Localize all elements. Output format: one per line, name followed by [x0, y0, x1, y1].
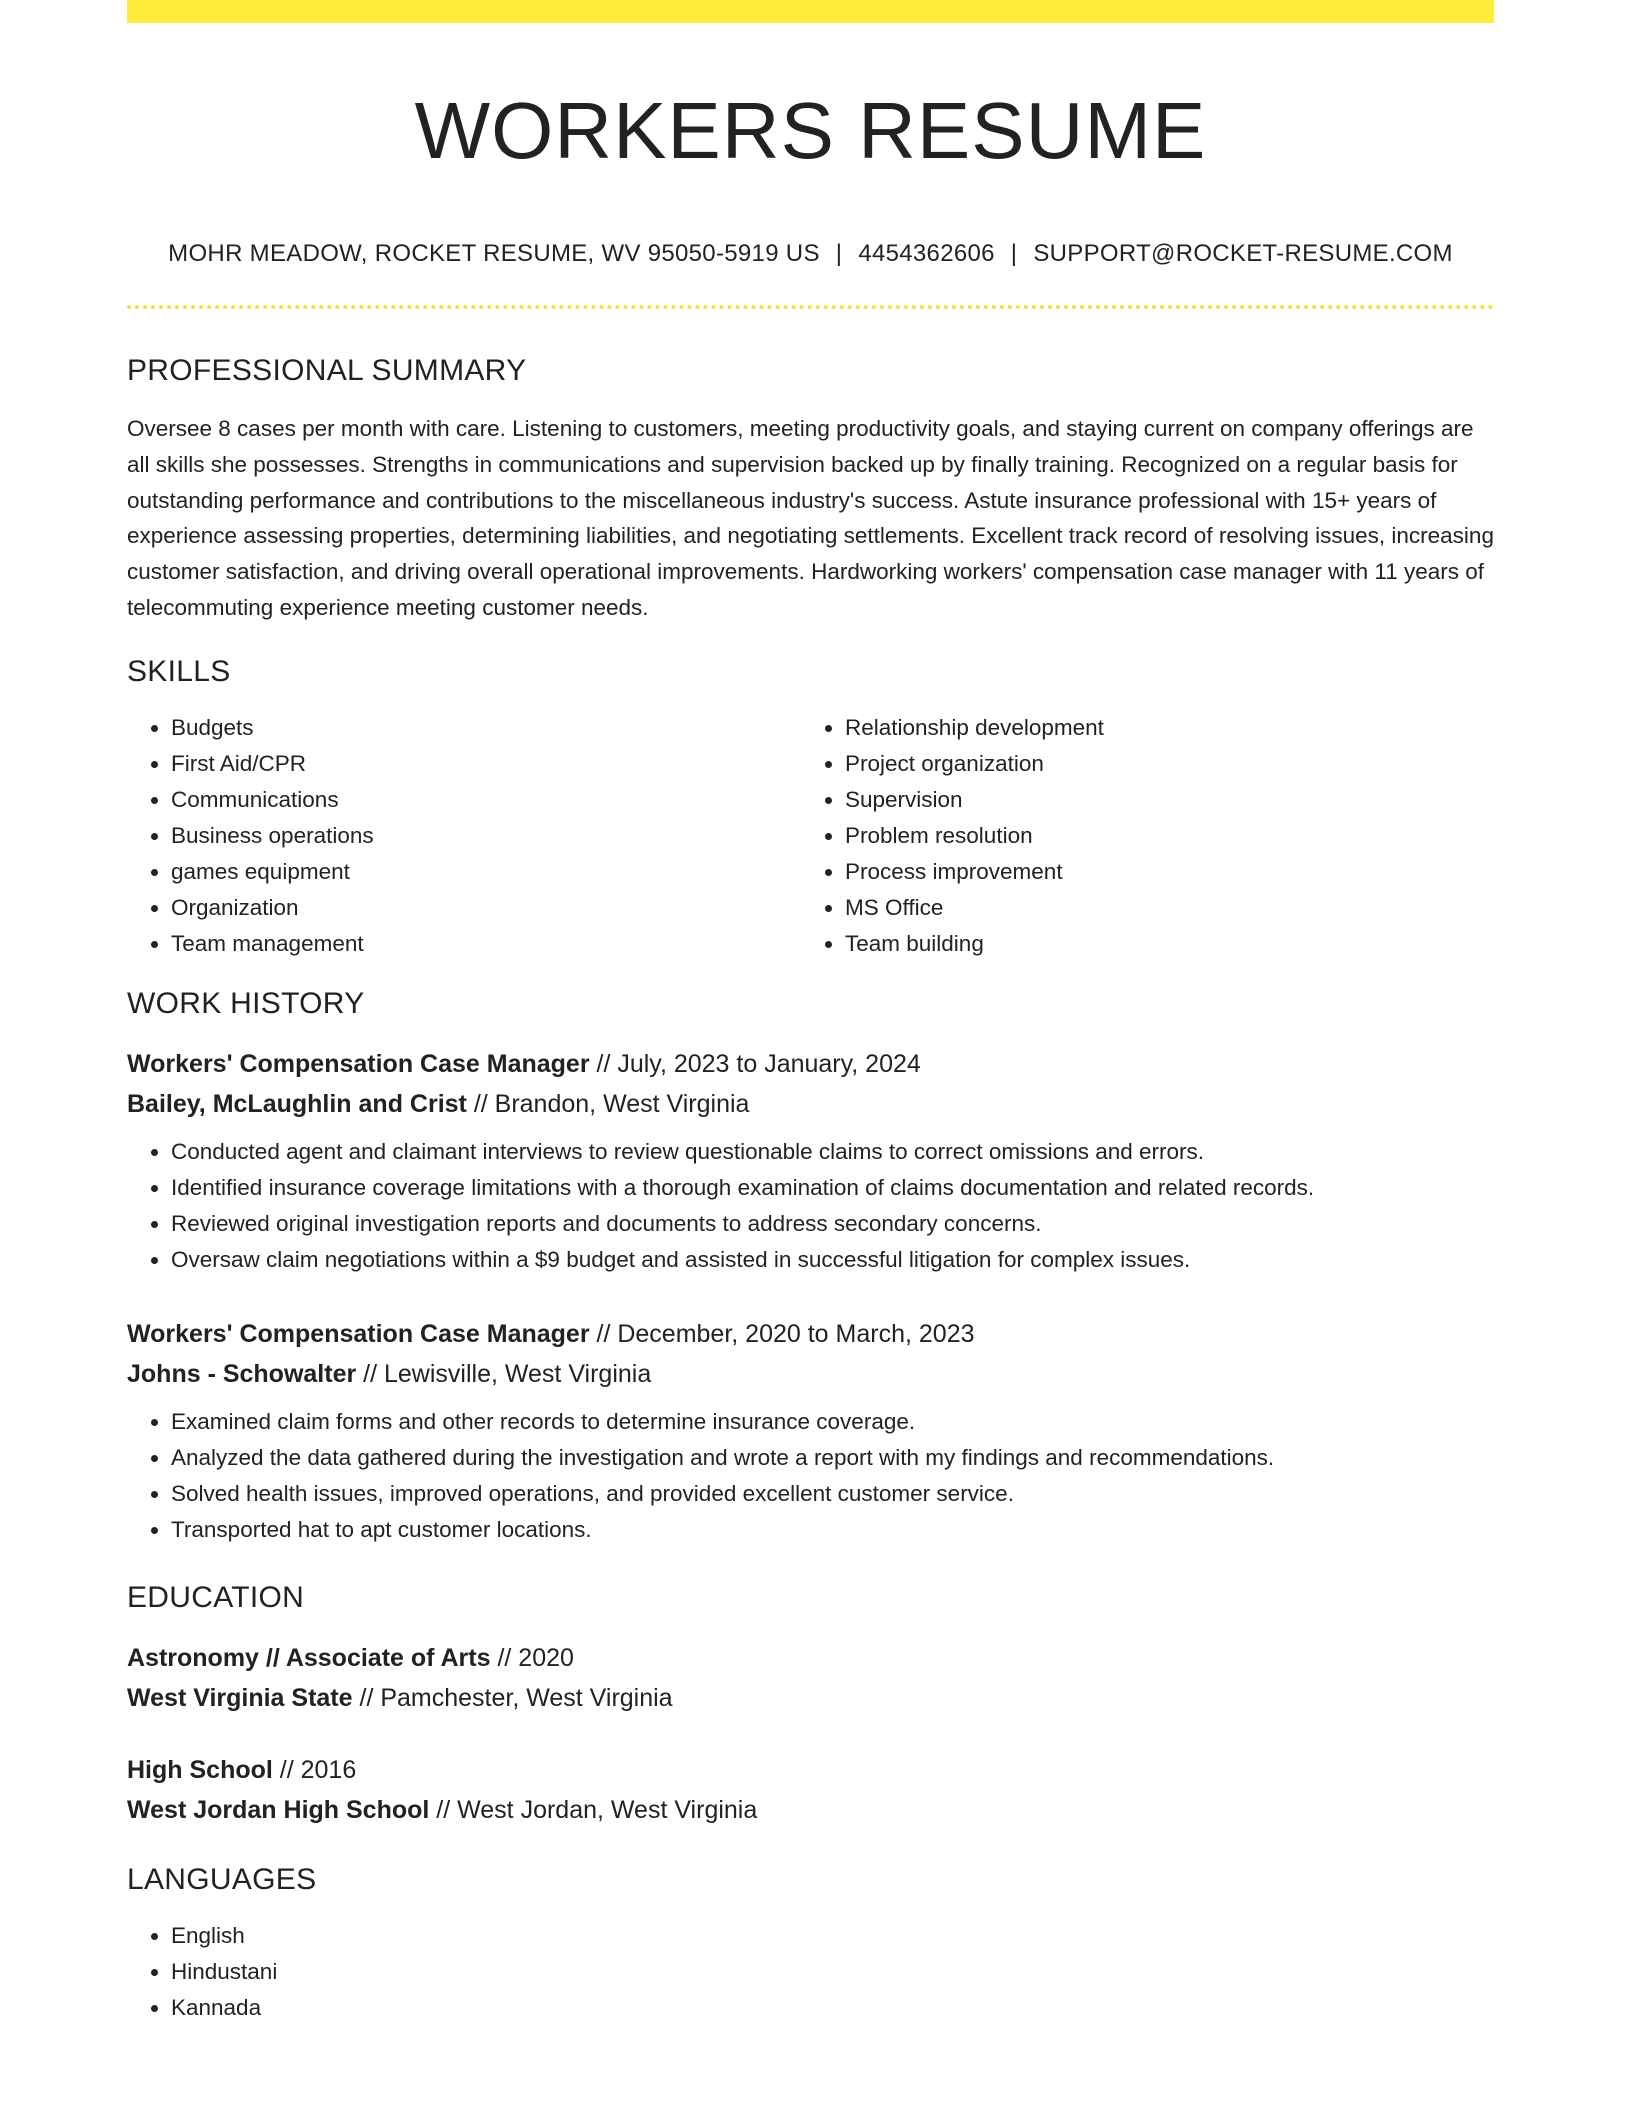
- education-year: // 2016: [272, 1755, 357, 1784]
- job-company-line: [127, 1354, 1494, 1394]
- skill-item: • First Aid/CPR: [171, 746, 801, 782]
- contact-address: MOHR MEADOW, ROCKET RESUME, WV 95050-5919 US: [168, 240, 820, 267]
- skill-item: • Communications: [171, 782, 801, 818]
- job-bullets: [127, 1134, 1494, 1278]
- education-entry: [127, 1638, 1494, 1718]
- skills-heading: SKILLS: [127, 654, 231, 688]
- job-company: Johns - Schowalter: [127, 1359, 357, 1388]
- job-bullet: • Reviewed original investigation reports and documents to address secondary concerns.: [171, 1206, 1494, 1242]
- education-degree-line: [127, 1750, 1494, 1790]
- contact-separator: |: [835, 240, 843, 267]
- job-dates: // December, 2020 to March, 2023: [589, 1319, 975, 1348]
- job-company: Bailey, McLaughlin and Crist: [127, 1089, 467, 1118]
- job-bullet: • Conducted agent and claimant interviews to review questionable claims to correct omissions and errors.: [171, 1134, 1494, 1170]
- summary-text: Oversee 8 cases per month with care. Listening to customers, meeting productivity goals, and staying current on company offerings are all skills she possesses. Strengths in communications and supervision backed up by finally training. Recognized on a regular basis for outstanding performance and contributions to the miscellaneous industry's success. Astute insurance professional with 15+ years of experience assessing properties, determining liabilities, and negotiating settlements. Excellent track record of resolving issues, increasing customer satisfaction, and driving overall operational improvements. Hardworking workers' compensation case manager with 11 years of telecommuting experience meeting customer needs.: [127, 416, 1494, 620]
- language-item: • English: [171, 1918, 1494, 1954]
- skill-item: • Budgets: [171, 710, 801, 746]
- skills-column-left: [127, 710, 801, 962]
- education-degree: High School: [127, 1755, 273, 1784]
- languages-heading: LANGUAGES: [127, 1862, 317, 1896]
- languages-list: [127, 1918, 1494, 2026]
- job-bullet: • Analyzed the data gathered during the investigation and wrote a report with my findings and recommendations.: [171, 1440, 1494, 1476]
- education-school: West Virginia State: [127, 1683, 353, 1712]
- skill-item: • MS Office: [845, 890, 1475, 926]
- header-divider: [127, 305, 1494, 309]
- job-bullet: • Oversaw claim negotiations within a $9 budget and assisted in successful litigation for complex issues.: [171, 1242, 1494, 1278]
- skill-item: • Process improvement: [845, 854, 1475, 890]
- education-school-line: [127, 1790, 1494, 1830]
- education-heading: EDUCATION: [127, 1580, 305, 1614]
- education-location: // West Jordan, West Virginia: [429, 1795, 758, 1824]
- job-bullet: • Examined claim forms and other records to determine insurance coverage.: [171, 1404, 1494, 1440]
- job-role-line: [127, 1044, 1494, 1084]
- skill-item: • Project organization: [845, 746, 1475, 782]
- resume-name: WORKERS RESUME: [414, 86, 1207, 175]
- job-bullet: • Transported hat to apt customer locations.: [171, 1512, 1494, 1548]
- skill-item: • Organization: [171, 890, 801, 926]
- skill-item: • Supervision: [845, 782, 1475, 818]
- education-location: // Pamchester, West Virginia: [352, 1683, 673, 1712]
- summary-heading: PROFESSIONAL SUMMARY: [127, 354, 527, 387]
- job-company-line: [127, 1084, 1494, 1124]
- job-entry: [127, 1044, 1494, 1278]
- job-bullets: [127, 1404, 1494, 1548]
- job-bullet: • Identified insurance coverage limitations with a thorough examination of claims documentation and related records.: [171, 1170, 1494, 1206]
- skill-item: • Team management: [171, 926, 801, 962]
- contact-separator: |: [1010, 240, 1018, 267]
- education-degree-line: [127, 1638, 1494, 1678]
- job-entry: [127, 1314, 1494, 1548]
- job-location: // Lewisville, West Virginia: [356, 1359, 652, 1388]
- language-item: • Hindustani: [171, 1954, 1494, 1990]
- education-school: West Jordan High School: [127, 1795, 430, 1824]
- skills-list: [127, 710, 1494, 962]
- skill-item: • games equipment: [171, 854, 801, 890]
- skill-item: • Relationship development: [845, 710, 1475, 746]
- education-school-line: [127, 1678, 1494, 1718]
- skill-item: • Business operations: [171, 818, 801, 854]
- work-history-heading: WORK HISTORY: [127, 986, 365, 1020]
- language-item: • Kannada: [171, 1990, 1494, 2026]
- job-location: // Brandon, West Virginia: [466, 1089, 750, 1118]
- contact-email: SUPPORT@ROCKET-RESUME.COM: [1033, 240, 1453, 267]
- resume-page: [127, 0, 1494, 2026]
- education-degree: Astronomy // Associate of Arts: [127, 1643, 491, 1672]
- job-role: Workers' Compensation Case Manager: [127, 1049, 590, 1078]
- skills-column-right: [801, 710, 1475, 962]
- contact-line: [127, 239, 1494, 269]
- job-bullet: • Solved health issues, improved operations, and provided excellent customer service.: [171, 1476, 1494, 1512]
- skill-item: • Problem resolution: [845, 818, 1475, 854]
- top-accent-bar: [127, 0, 1494, 23]
- skill-item: • Team building: [845, 926, 1475, 962]
- education-year: // 2020: [490, 1643, 574, 1672]
- job-role-line: [127, 1314, 1494, 1354]
- job-dates: // July, 2023 to January, 2024: [589, 1049, 921, 1078]
- contact-phone: 4454362606: [858, 240, 995, 267]
- education-entry: [127, 1750, 1494, 1830]
- job-role: Workers' Compensation Case Manager: [127, 1319, 590, 1348]
